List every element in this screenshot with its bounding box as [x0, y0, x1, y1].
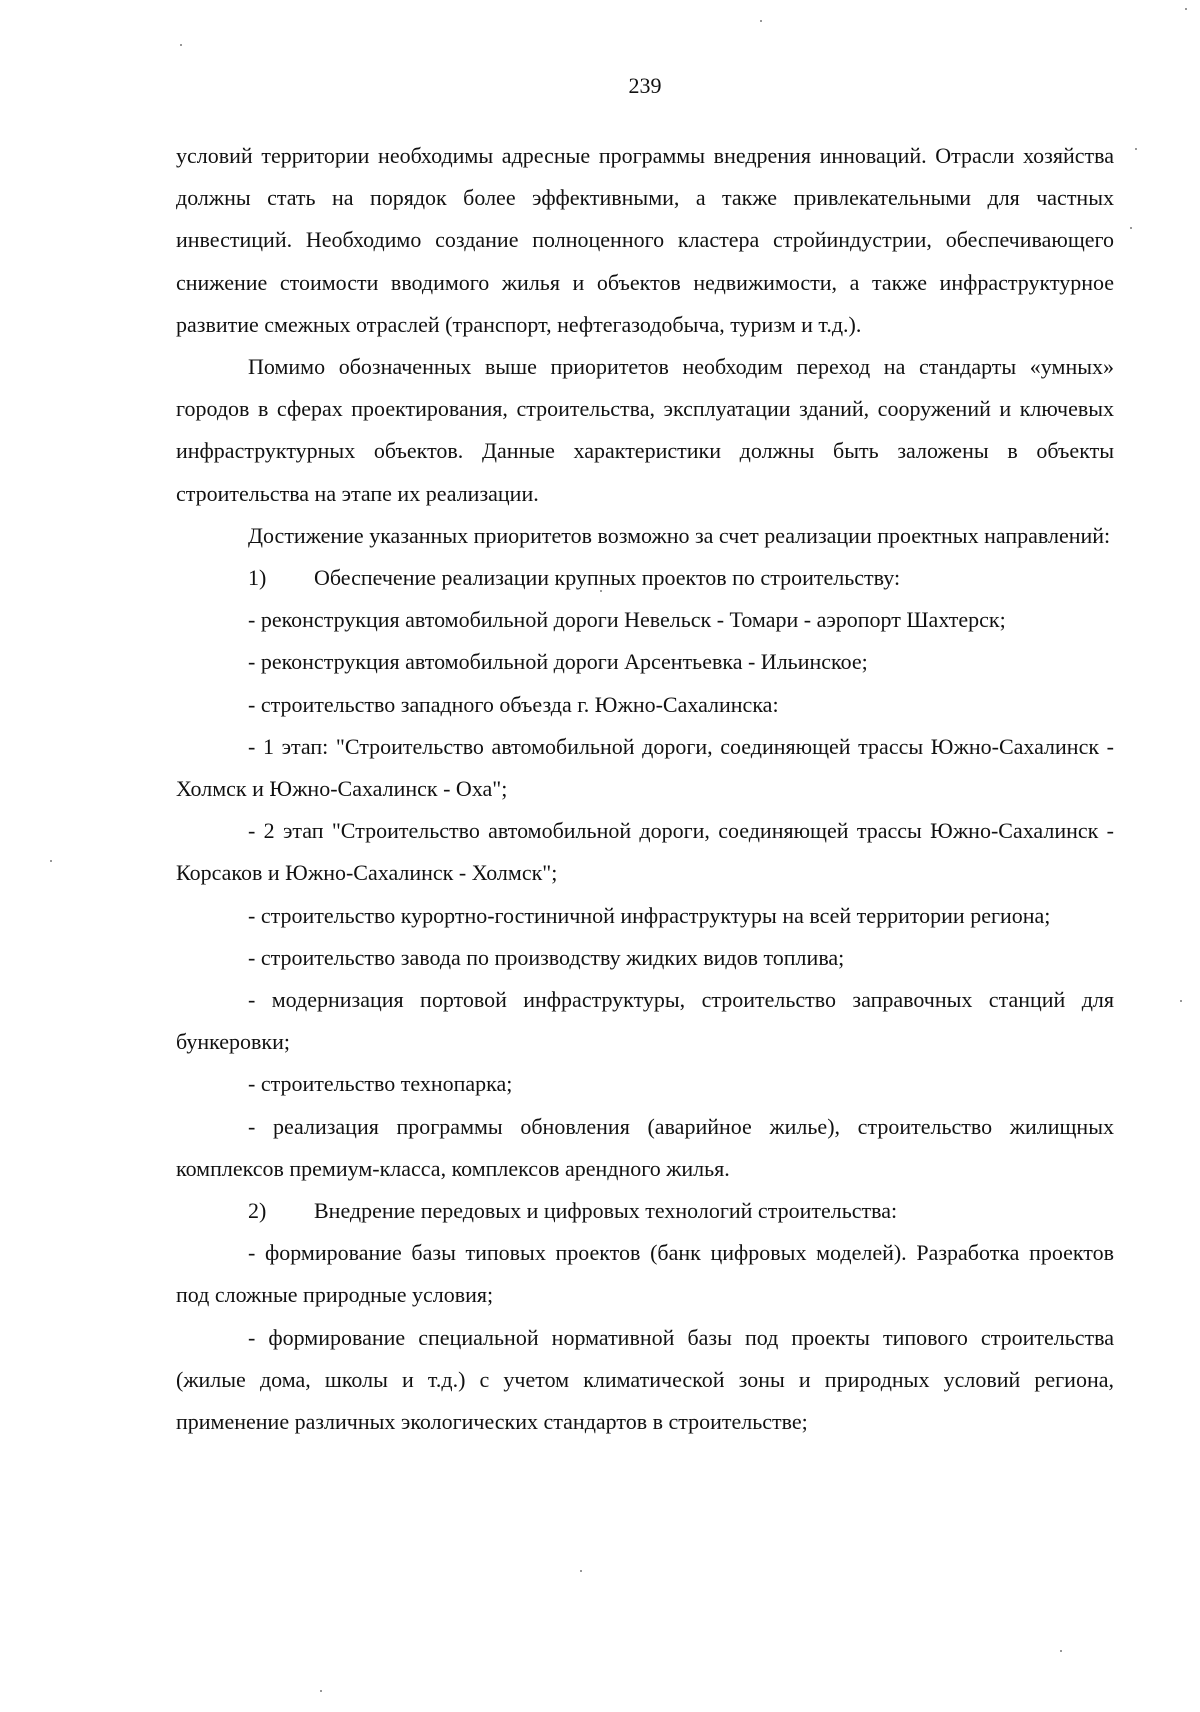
section-2-item: - формирование базы типовых проектов (банк цифровых моделей). Разработка проектов под сложные природные условия; — [176, 1240, 1114, 1308]
section-1-heading — [176, 557, 1114, 599]
scan-speck — [1185, 8, 1187, 10]
section-2-number: 2) — [248, 1198, 267, 1224]
scan-speck — [1130, 227, 1132, 229]
section-1-item: - 1 этап: "Строительство автомобильной дороги, соединяющей трассы Южно-Сахалинск - Холмск и Южно-Сахалинск - Оха"; — [176, 733, 1114, 802]
section-1-item: - реализация программы обновления (аварийное жилье), строительство жилищных комплексов премиум-класса, комплексов арендного жилья. — [176, 1113, 1114, 1181]
section-2-item: - формирование специальной нормативной базы под проекты типового строительства (жилые дома, школы и т.д.) с учетом климатической зоны и природных условий региона, применение различных экологических стандартов в строительстве; — [176, 1324, 1114, 1435]
scan-speck — [1135, 148, 1137, 150]
section-1-item: - 2 этап "Строительство автомобильной дороги, соединяющей трассы Южно-Сахалинск - Корсаков и Южно-Сахалинск - Холмск"; — [176, 818, 1114, 886]
section-1-item: - строительство курортно-гостиничной инфраструктуры на всей территории региона; — [248, 902, 1051, 928]
section-1-item: - строительство западного объезда г. Южно-Сахалинска: — [248, 691, 779, 717]
body-text — [176, 135, 1114, 1443]
section-1-item: - реконструкция автомобильной дороги Невельск - Томари - аэропорт Шахтерск; — [248, 607, 1006, 633]
scan-speck — [320, 1690, 322, 1692]
scan-speck — [50, 860, 52, 862]
scan-speck — [1060, 1650, 1062, 1652]
section-1-item: - строительство завода по производству жидких видов топлива; — [248, 944, 845, 970]
scan-speck — [580, 1570, 582, 1572]
section-1-number: 1) — [248, 565, 267, 591]
scan-speck — [760, 20, 762, 22]
paragraph-1: условий территории необходимы адресные программы внедрения инноваций. Отрасли хозяйства должны стать на порядок более эффективными, а также привлекательными для частных инвестиций. Необходимо создание полноценного кластера стройиндустрии, обеспечивающего снижение стоимости вводимого жилья и объектов недвижимости, а также инфраструктурное развитие смежных отраслей (транспорт, нефтегазодобыча, туризм и т.д.). — [176, 143, 1114, 337]
page-number: 239 — [628, 73, 662, 98]
section-1-item: - модернизация портовой инфраструктуры, строительство заправочных станций для бункеровки; — [176, 987, 1114, 1055]
scan-speck — [180, 44, 182, 46]
section-2-heading — [176, 1190, 1114, 1232]
scan-speck — [600, 590, 602, 592]
section-1-title: Обеспечение реализации крупных проектов по строительству: — [314, 565, 901, 591]
section-2-title: Внедрение передовых и цифровых технологий строительства: — [314, 1198, 898, 1224]
paragraph-2: Помимо обозначенных выше приоритетов необходим переход на стандарты «умных» городов в сферах проектирования, строительства, эксплуатации зданий, сооружений и ключевых инфраструктурных объектов. Данные характеристики должны быть заложены в объекты строительства на этапе их реализации. — [176, 354, 1114, 506]
section-1-item: - реконструкция автомобильной дороги Арсентьевка - Ильинское; — [248, 649, 868, 675]
paragraph-3: Достижение указанных приоритетов возможно за счет реализации проектных направлений: — [248, 522, 1111, 548]
scan-speck — [1180, 1000, 1182, 1002]
section-1-item: - строительство технопарка; — [248, 1071, 513, 1097]
